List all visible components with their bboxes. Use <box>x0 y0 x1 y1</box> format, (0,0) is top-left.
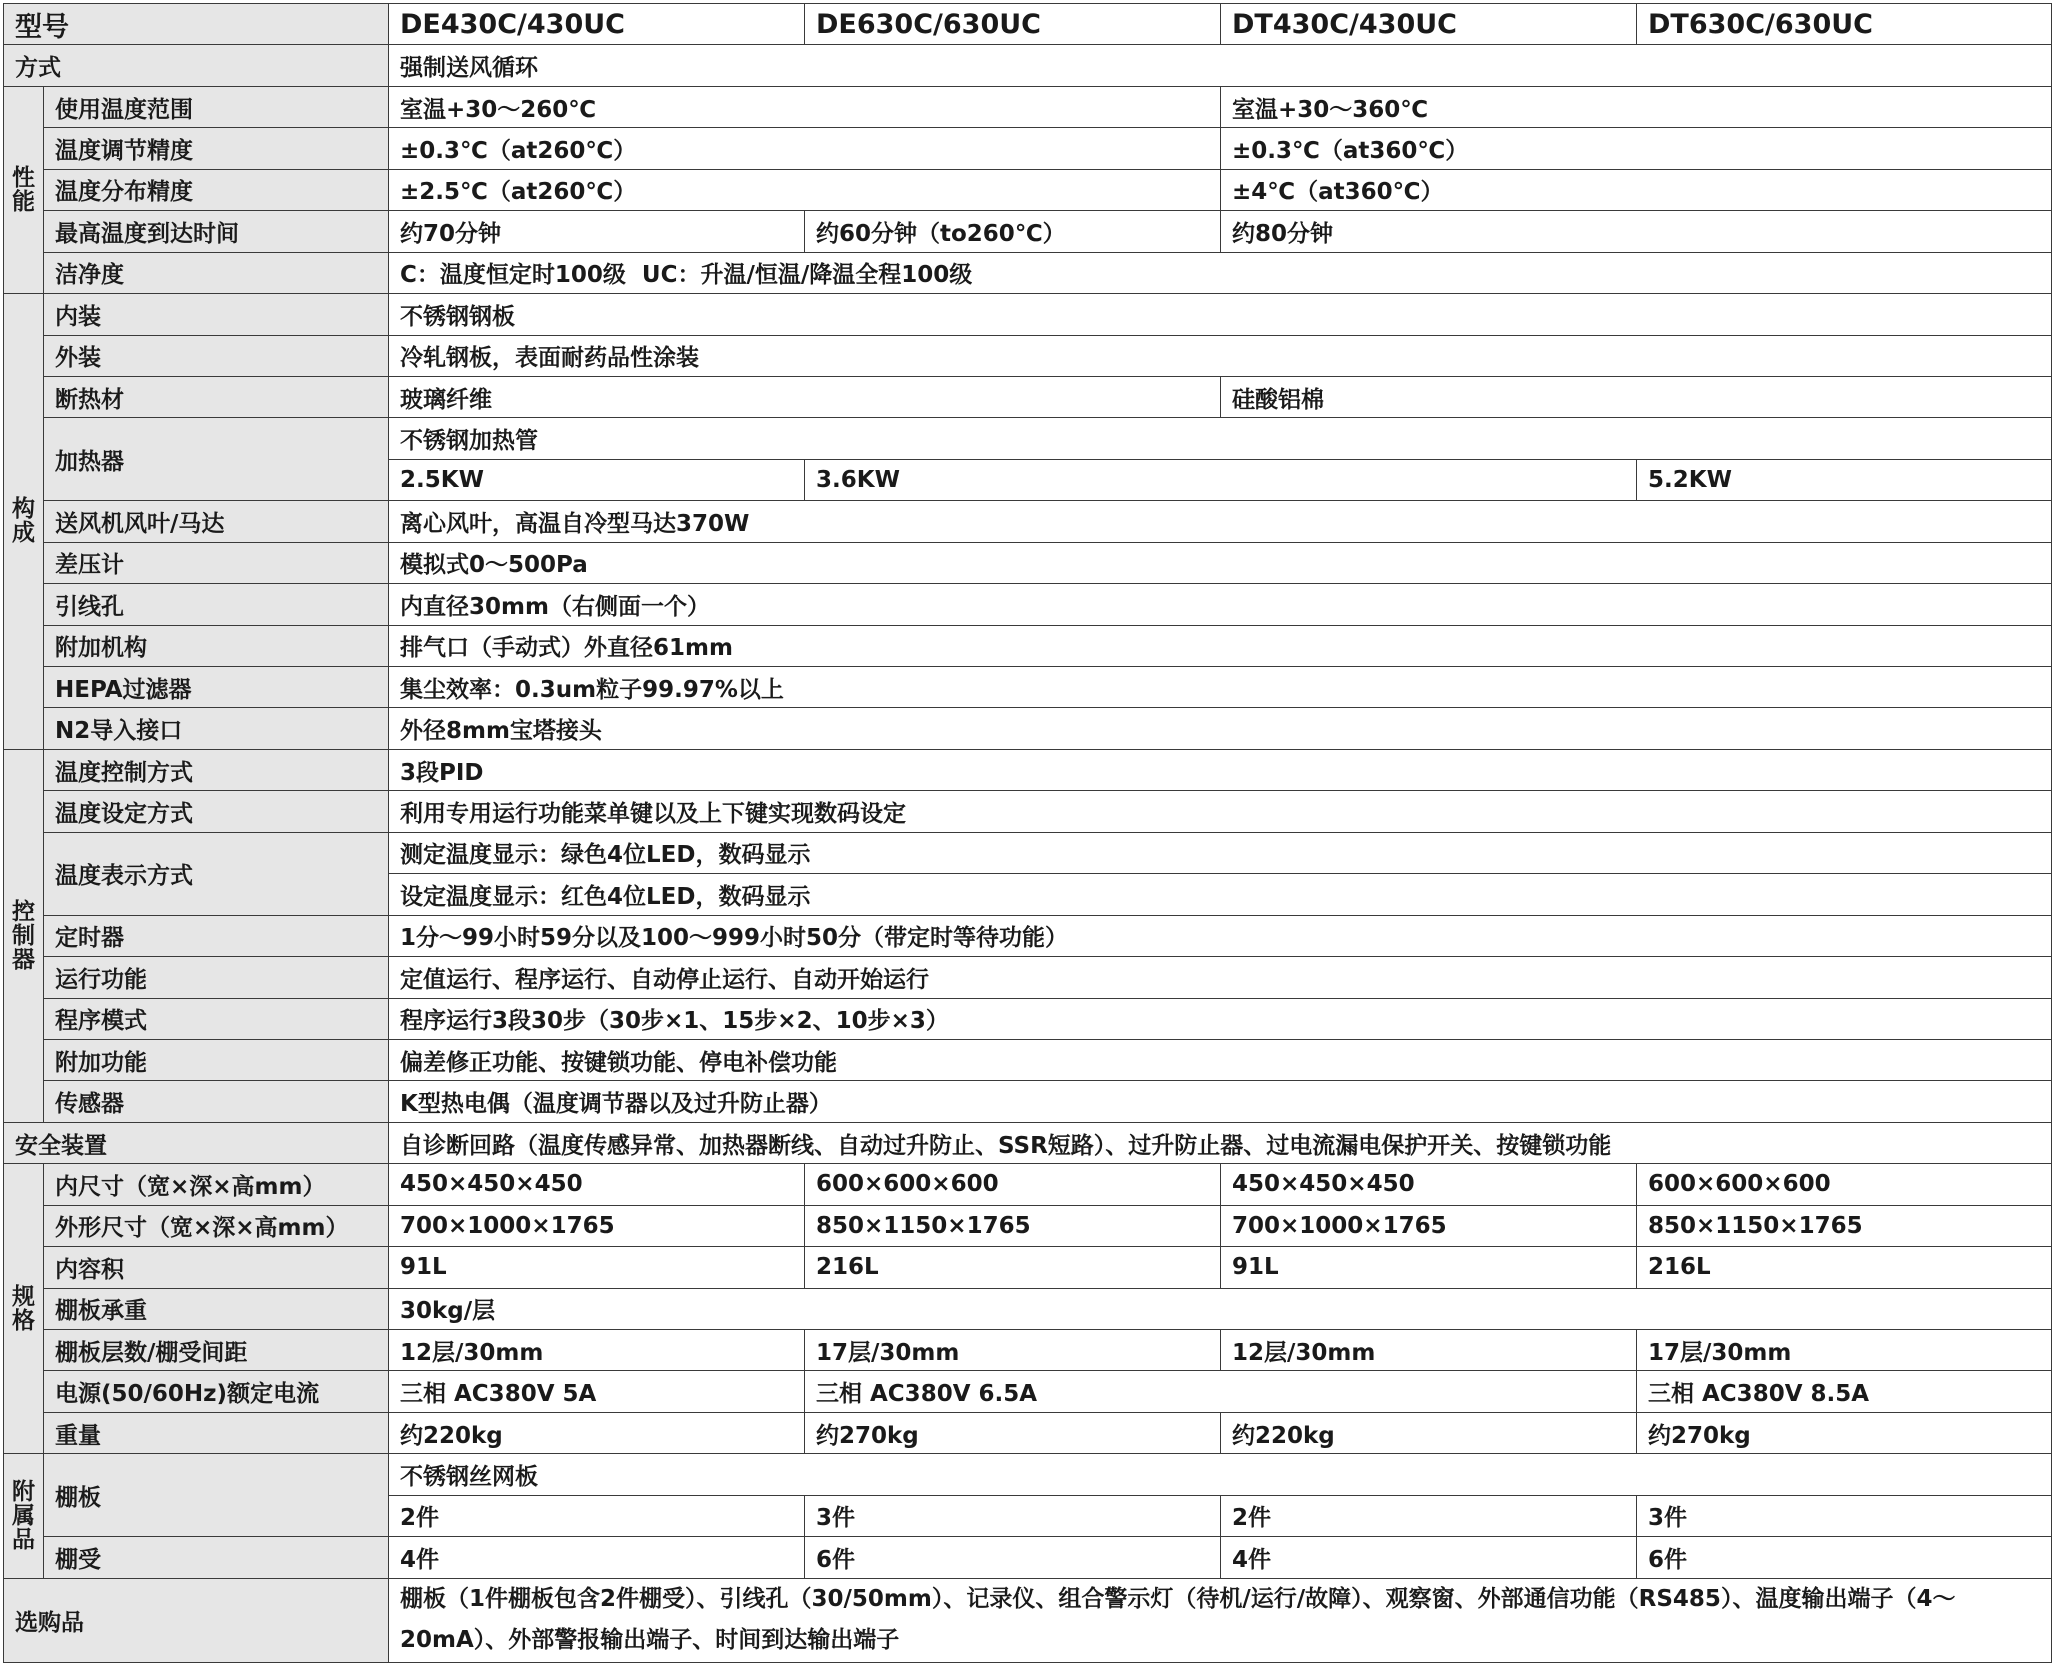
row-value: 不锈钢丝网板 <box>389 1454 2052 1495</box>
row-value: ±2.5℃（at260℃） <box>389 169 1221 210</box>
row-value: 600×600×600 <box>1637 1164 2052 1205</box>
row-label: HEPA过滤器 <box>44 667 389 708</box>
row-value: 程序运行3段30步（30步×1、15步×2、10步×3） <box>389 998 2052 1039</box>
model-cell: DT430C/430UC <box>1221 4 1637 45</box>
table-row <box>4 1537 2052 1578</box>
section-label-performance: 性 能 <box>4 86 44 293</box>
row-value: 约80分钟 <box>1221 211 2052 252</box>
row-label: N2导入接口 <box>44 708 389 749</box>
table-row <box>4 1288 2052 1329</box>
row-value: 3段PID <box>389 749 2052 790</box>
row-label: 温度表示方式 <box>44 832 389 915</box>
row-label: 温度分布精度 <box>44 169 389 210</box>
section-label-construction: 构 成 <box>4 294 44 750</box>
row-label: 方式 <box>4 45 389 86</box>
row-value: 5.2KW <box>1637 459 2052 500</box>
row-label: 电源(50/60Hz)额定电流 <box>44 1371 389 1412</box>
table-row <box>4 1039 2052 1080</box>
row-value: 450×450×450 <box>1221 1164 1637 1205</box>
row-value: 集尘效率：0.3um粒子99.97%以上 <box>389 667 2052 708</box>
options-row <box>4 1578 2052 1662</box>
row-value: ±4℃（at360℃） <box>1221 169 2052 210</box>
table-row <box>4 1081 2052 1122</box>
table-row <box>4 625 2052 666</box>
row-value: 外径8mm宝塔接头 <box>389 708 2052 749</box>
row-label: 运行功能 <box>44 957 389 998</box>
row-value: 2件 <box>1221 1495 1637 1536</box>
row-label: 棚板承重 <box>44 1288 389 1329</box>
row-value: 850×1150×1765 <box>1637 1205 2052 1246</box>
row-value: 3.6KW <box>805 459 1637 500</box>
row-value: 偏差修正功能、按键锁功能、停电补偿功能 <box>389 1039 2052 1080</box>
row-label: 引线孔 <box>44 584 389 625</box>
row-label: 外装 <box>44 335 389 376</box>
row-label: 选购品 <box>4 1578 389 1662</box>
row-value: 不锈钢加热管 <box>389 418 2052 459</box>
row-value: 约270kg <box>1637 1412 2052 1453</box>
table-row <box>4 128 2052 169</box>
table-row <box>4 335 2052 376</box>
row-value: 约220kg <box>1221 1412 1637 1453</box>
row-value: 强制送风循环 <box>389 45 2052 86</box>
table-row <box>4 832 2052 873</box>
table-row <box>4 1164 2052 1205</box>
row-label: 程序模式 <box>44 998 389 1039</box>
row-label: 安全装置 <box>4 1122 389 1163</box>
table-row <box>4 418 2052 459</box>
row-value: 约220kg <box>389 1412 805 1453</box>
row-label: 差压计 <box>44 542 389 583</box>
row-value: 2件 <box>389 1495 805 1536</box>
row-value: ±0.3℃（at260℃） <box>389 128 1221 169</box>
row-label: 附加机构 <box>44 625 389 666</box>
row-value: 17层/30mm <box>1637 1330 2052 1371</box>
row-value: 6件 <box>805 1537 1221 1578</box>
row-label: 重量 <box>44 1412 389 1453</box>
row-value: 2.5KW <box>389 459 805 500</box>
table-row <box>4 1371 2052 1412</box>
model-cell: DE430C/430UC <box>389 4 805 45</box>
row-value: 内直径30mm（右侧面一个） <box>389 584 2052 625</box>
row-value: 约60分钟（to260℃） <box>805 211 1221 252</box>
row-value: K型热电偶（温度调节器以及过升防止器） <box>389 1081 2052 1122</box>
section-label-specs: 规 格 <box>4 1164 44 1454</box>
row-value: 4件 <box>1221 1537 1637 1578</box>
row-value: 离心风叶，高温自冷型马达370W <box>389 501 2052 542</box>
row-label: 棚受 <box>44 1537 389 1578</box>
row-value: 12层/30mm <box>1221 1330 1637 1371</box>
row-label: 定时器 <box>44 915 389 956</box>
row-value: 三相 AC380V 8.5A <box>1637 1371 2052 1412</box>
row-value: 700×1000×1765 <box>1221 1205 1637 1246</box>
row-label: 内装 <box>44 294 389 335</box>
row-value: 冷轧钢板，表面耐药品性涂装 <box>389 335 2052 376</box>
row-value: 玻璃纤维 <box>389 376 1221 417</box>
row-value: 约70分钟 <box>389 211 805 252</box>
row-label: 温度调节精度 <box>44 128 389 169</box>
table-row <box>4 501 2052 542</box>
table-row <box>4 998 2052 1039</box>
model-label: 型号 <box>4 4 389 45</box>
model-cell: DE630C/630UC <box>805 4 1221 45</box>
row-value: 91L <box>1221 1247 1637 1288</box>
row-label: 洁净度 <box>44 252 389 293</box>
row-value: 模拟式0～500Pa <box>389 542 2052 583</box>
row-label: 外形尺寸（宽×深×高mm） <box>44 1205 389 1246</box>
row-value: 不锈钢钢板 <box>389 294 2052 335</box>
row-value: 12层/30mm <box>389 1330 805 1371</box>
row-label: 棚板层数/棚受间距 <box>44 1330 389 1371</box>
row-label: 附加功能 <box>44 1039 389 1080</box>
row-value: 450×450×450 <box>389 1164 805 1205</box>
table-row <box>4 169 2052 210</box>
table-row <box>4 1247 2052 1288</box>
row-value: 约270kg <box>805 1412 1221 1453</box>
row-value: 216L <box>805 1247 1221 1288</box>
row-value: 自诊断回路（温度传感异常、加热器断线、自动过升防止、SSR短路）、过升防止器、过电流漏电保护开关、按键锁功能 <box>389 1122 2052 1163</box>
row-label: 断热材 <box>44 376 389 417</box>
row-label: 内容积 <box>44 1247 389 1288</box>
row-value: 设定温度显示：红色4位LED，数码显示 <box>389 874 2052 915</box>
row-value: 棚板（1件棚板包含2件棚受）、引线孔（30/50mm）、记录仪、组合警示灯（待机/运行/故障）、观察窗、外部通信功能（RS485）、温度输出端子（4～20mA）、外部警报输出端子、时间到达输出端子 <box>389 1578 2052 1662</box>
table-row <box>4 667 2052 708</box>
row-label: 传感器 <box>44 1081 389 1122</box>
table-row <box>4 86 2052 127</box>
row-value: 三相 AC380V 6.5A <box>805 1371 1637 1412</box>
row-value: 定值运行、程序运行、自动停止运行、自动开始运行 <box>389 957 2052 998</box>
row-value: 三相 AC380V 5A <box>389 1371 805 1412</box>
row-value: C：温度恒定时100级 UC：升温/恒温/降温全程100级 <box>389 252 2052 293</box>
row-value: 216L <box>1637 1247 2052 1288</box>
row-value: 4件 <box>389 1537 805 1578</box>
row-label: 使用温度范围 <box>44 86 389 127</box>
row-value: 850×1150×1765 <box>805 1205 1221 1246</box>
table-row <box>4 791 2052 832</box>
row-label: 送风机风叶/马达 <box>44 501 389 542</box>
table-row <box>4 294 2052 335</box>
table-row <box>4 584 2052 625</box>
table-row <box>4 1454 2052 1495</box>
row-value: 700×1000×1765 <box>389 1205 805 1246</box>
row-value: 91L <box>389 1247 805 1288</box>
table-row <box>4 915 2052 956</box>
section-label-controller: 控 制 器 <box>4 749 44 1122</box>
model-cell: DT630C/630UC <box>1637 4 2052 45</box>
spec-table <box>3 3 2052 1663</box>
table-row <box>4 708 2052 749</box>
table-row <box>4 1330 2052 1371</box>
method-row <box>4 45 2052 86</box>
row-value: 利用专用运行功能菜单键以及上下键实现数码设定 <box>389 791 2052 832</box>
row-label: 棚板 <box>44 1454 389 1537</box>
row-label: 最高温度到达时间 <box>44 211 389 252</box>
table-row <box>4 252 2052 293</box>
row-label: 温度控制方式 <box>44 749 389 790</box>
safety-row <box>4 1122 2052 1163</box>
row-value: ±0.3℃（at360℃） <box>1221 128 2052 169</box>
row-value: 室温+30～360℃ <box>1221 86 2052 127</box>
table-row <box>4 749 2052 790</box>
row-value: 17层/30mm <box>805 1330 1221 1371</box>
table-row <box>4 376 2052 417</box>
table-row <box>4 542 2052 583</box>
section-label-accessories: 附 属 品 <box>4 1454 44 1578</box>
table-row <box>4 957 2052 998</box>
row-value: 硅酸铝棉 <box>1221 376 2052 417</box>
table-row <box>4 1412 2052 1453</box>
row-label: 内尺寸（宽×深×高mm） <box>44 1164 389 1205</box>
row-value: 600×600×600 <box>805 1164 1221 1205</box>
row-value: 3件 <box>1637 1495 2052 1536</box>
row-value: 1分～99小时59分以及100～999小时50分（带定时等待功能） <box>389 915 2052 956</box>
row-value: 室温+30～260℃ <box>389 86 1221 127</box>
row-label: 加热器 <box>44 418 389 501</box>
row-value: 6件 <box>1637 1537 2052 1578</box>
row-value: 3件 <box>805 1495 1221 1536</box>
table-row <box>4 1205 2052 1246</box>
row-value: 排气口（手动式）外直径61mm <box>389 625 2052 666</box>
row-value: 测定温度显示：绿色4位LED，数码显示 <box>389 832 2052 873</box>
header-row <box>4 4 2052 45</box>
row-label: 温度设定方式 <box>44 791 389 832</box>
table-row <box>4 211 2052 252</box>
row-value: 30kg/层 <box>389 1288 2052 1329</box>
